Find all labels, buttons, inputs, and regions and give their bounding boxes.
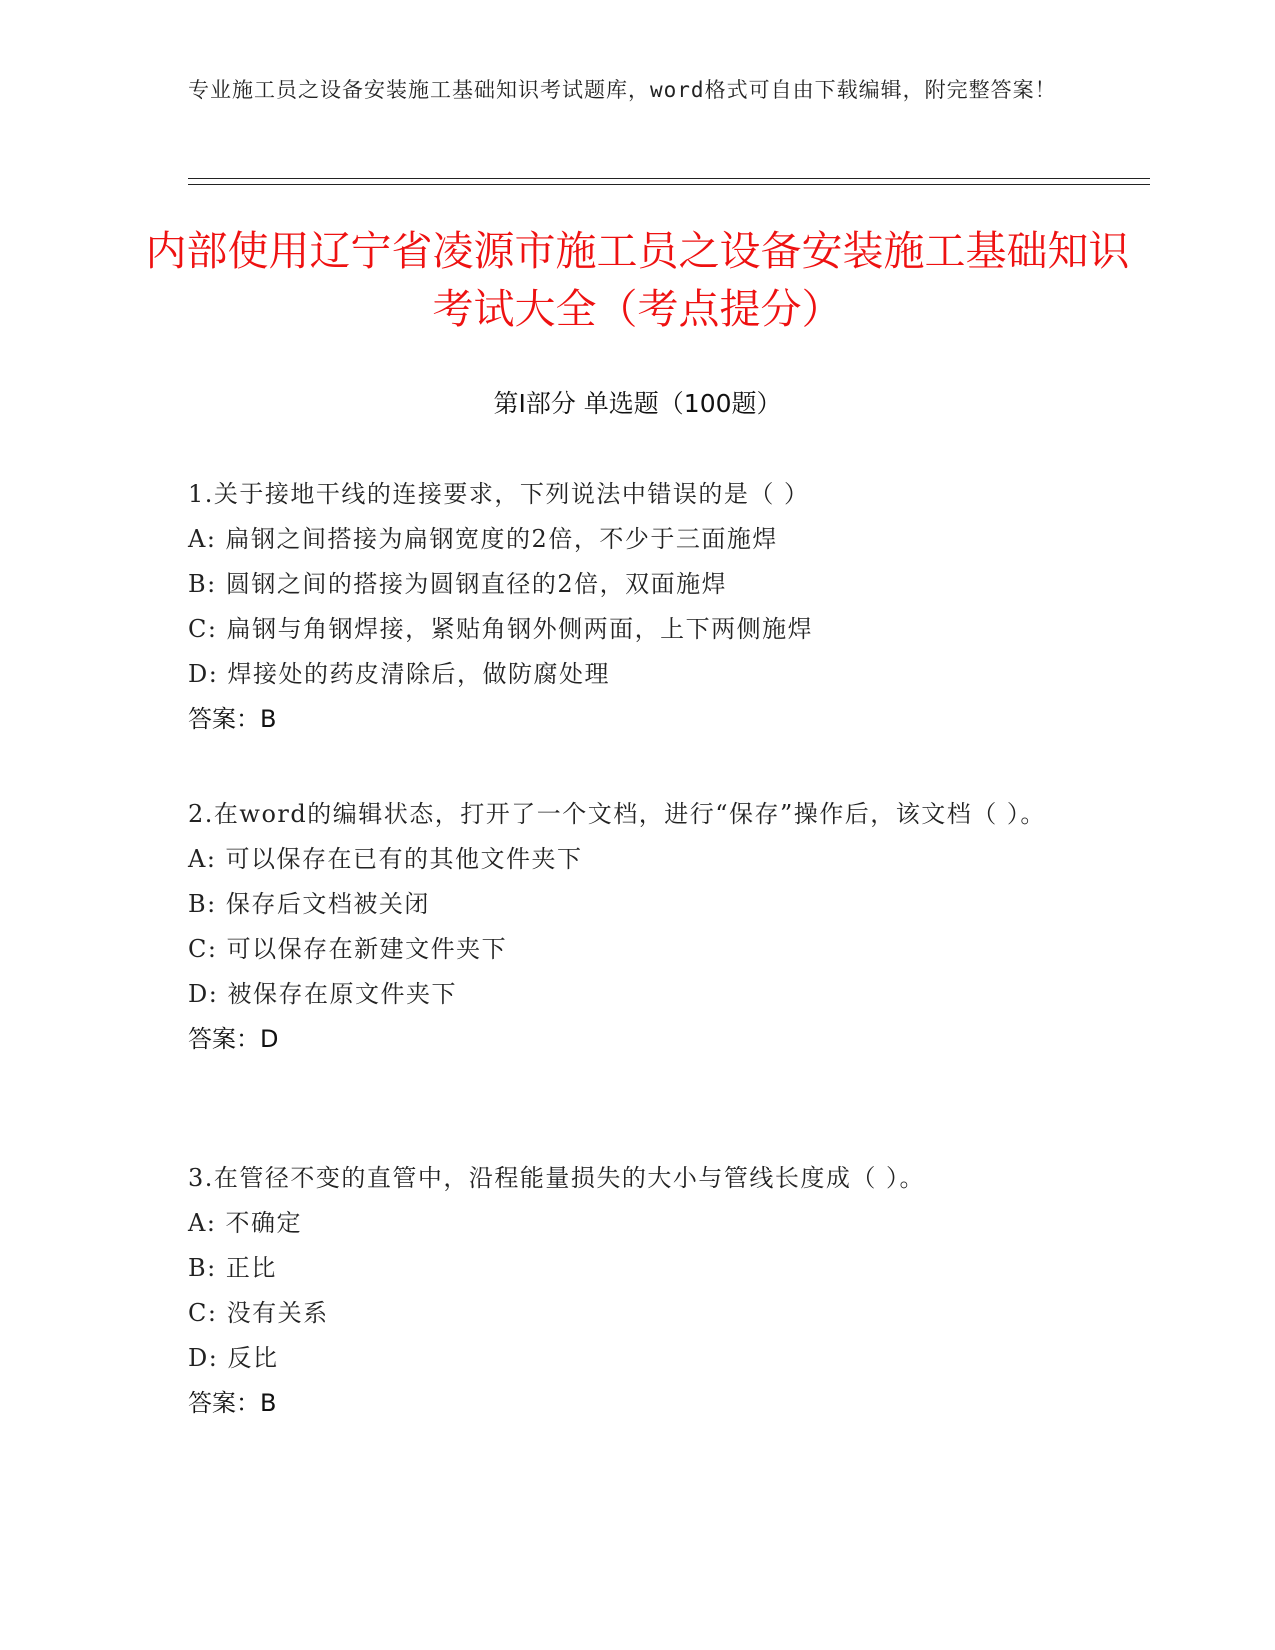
question-2 (188, 792, 1088, 1062)
option-d: D: 被保存在原文件夹下 (188, 980, 457, 1008)
option-a: A: 扁钢之间搭接为扁钢宽度的2倍，不少于三面施焊 (188, 525, 778, 553)
header-note: 专业施工员之设备安装施工基础知识考试题库，word格式可自由下载编辑，附完整答案！ (188, 78, 1057, 102)
option-d: D: 反比 (188, 1344, 279, 1372)
option-c: C: 扁钢与角钢焊接，紧贴角钢外侧两面，上下两侧施焊 (188, 615, 814, 643)
option-a: A: 可以保存在已有的其他文件夹下 (188, 845, 583, 873)
question-stem: 3.在管径不变的直管中，沿程能量损失的大小与管线长度成（ ）。 (188, 1164, 926, 1192)
answer: 答案：D (188, 1025, 279, 1053)
question-1 (188, 472, 1088, 742)
option-c: C: 没有关系 (188, 1299, 329, 1327)
question-3 (188, 1156, 1088, 1426)
document-title: 内部使用辽宁省凌源市施工员之设备安装施工基础知识考试大全（考点提分） (145, 227, 1130, 333)
answer: 答案：B (188, 1389, 277, 1417)
option-c: C: 可以保存在新建文件夹下 (188, 935, 508, 963)
option-b: B: 圆钢之间的搭接为圆钢直径的2倍，双面施焊 (188, 570, 728, 598)
header-divider-bottom (188, 184, 1150, 185)
option-a: A: 不确定 (188, 1209, 303, 1237)
question-stem: 2.在word的编辑状态，打开了一个文档，进行“保存”操作后，该文档（ ）。 (188, 800, 1046, 828)
header-divider-top (188, 178, 1150, 179)
section-title: 第Ⅰ部分 单选题（100题） (493, 389, 782, 418)
answer: 答案：B (188, 705, 277, 733)
option-b: B: 保存后文档被关闭 (188, 890, 430, 918)
option-d: D: 焊接处的药皮清除后，做防腐处理 (188, 660, 610, 688)
question-stem: 1.关于接地干线的连接要求，下列说法中错误的是（ ） (188, 480, 810, 508)
option-b: B: 正比 (188, 1254, 277, 1282)
